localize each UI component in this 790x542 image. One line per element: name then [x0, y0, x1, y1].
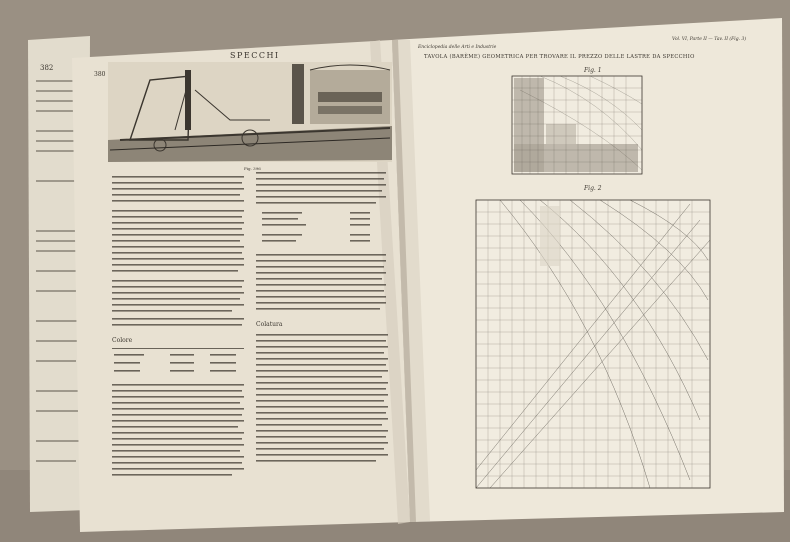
fig2-label: Fig. 2: [584, 185, 602, 192]
factory-engraving: [108, 62, 392, 162]
volume-label: Vol. VI, Parte II — Tav. II (Fig. 3): [672, 37, 747, 42]
publication-title: Enciclopedia delle Arti e Industrie: [418, 45, 497, 50]
section-head-left: Colore: [112, 337, 133, 344]
fig1-label: Fig. 1: [584, 67, 602, 74]
fig1-chart: [512, 76, 642, 174]
plate-title: TAVOLA (BARÈME) GEOMETRICA PER TROVARE IL PREZZO DELLE LASTRE DA SPECCHIO: [424, 54, 695, 60]
fig2-chart: [476, 200, 710, 488]
running-head: SPECCHI: [230, 51, 280, 60]
back-page-number: 382: [40, 64, 54, 72]
page-number: 380: [94, 71, 106, 78]
section-head-right: Colatura: [256, 321, 283, 328]
figure-caption: Fig. 396: [244, 166, 261, 171]
